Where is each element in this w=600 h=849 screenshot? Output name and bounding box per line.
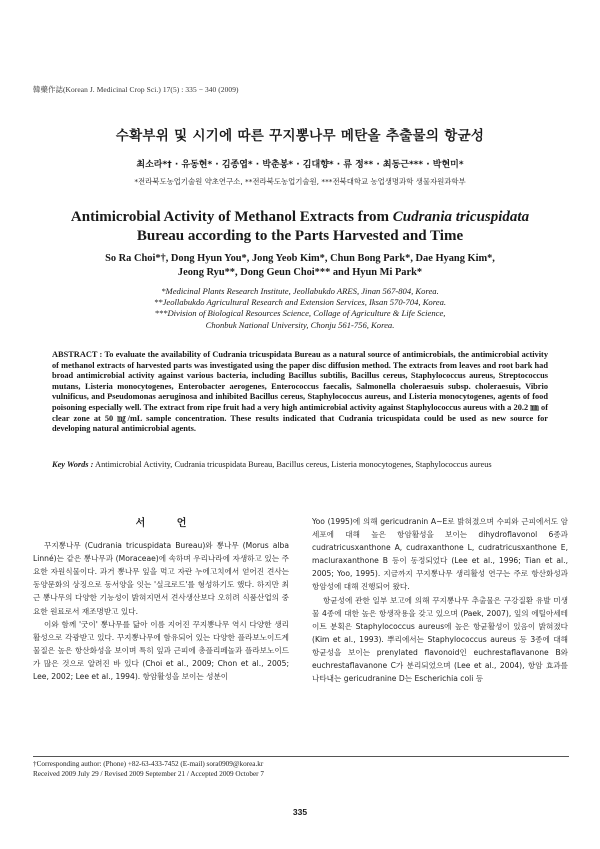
footnote [33, 760, 569, 779]
english-authors-line1: So Ra Choi*†, Dong Hyun You*, Jong Yeob Kim*, Chun Bong Park*, Dae Hyang Kim*, [105, 253, 495, 264]
english-affiliations [30, 286, 570, 331]
body-column-left [33, 515, 289, 683]
paragraph: 항균성에 관한 일부 보고에 의해 꾸지뽕나무 추출물은 구강질환 유발 미생물 4종에 대한 높은 항생작용을 갖고 있으며 (Paek, 2007), 잎의 에틸아세테이트 분획은 Staphylococcus aureus에 높은 항균활성이 있음이 밝혀졌다 (Kim et al., 1993). 뿌리에서는 Staphylococcus aureus 등 3종에 대해 항균성을 보이는 prenylated flavonoid인 euchrestaflavanone B와 euchrestaflavanone C가 분리되었으며 (Lee et al., 2004), 항암 효과를 나타내는 gericudranine D는 Escherichia coli 등 [312, 595, 568, 684]
section-heading-introduction: 서 언 [135, 518, 201, 529]
english-title-line1-pre: Antimicrobial Activity of Methanol Extracts from [70, 209, 393, 225]
english-title-line2: Bureau according to the Parts Harvested and Time [136, 228, 464, 244]
english-affiliation-line: ***Division of Biological Resources Science, Collage of Agriculture & Life Science, [154, 308, 446, 319]
english-title [30, 208, 570, 246]
english-authors-line2: Jeong Ryu**, Dong Geun Choi*** and Hyun Mi Park* [177, 267, 423, 278]
keywords-label: Key Words : [52, 460, 94, 469]
footnote-divider [33, 756, 569, 757]
body-column-right [312, 515, 568, 685]
english-title-species: Cudrania tricuspidata [392, 209, 530, 225]
korean-title: 수확부위 및 시기에 따른 꾸지뽕나무 메탄올 추출물의 항균성 [115, 128, 485, 144]
english-affiliation-line: *Medicinal Plants Research Institute, Jeollabukdo ARES, Jinan 567-804, Korea. [161, 286, 439, 296]
journal-header: 韓藥作誌(Korean J. Medicinal Crop Sci.) 17(5) : 335 − 340 (2009) [33, 85, 239, 94]
keywords [52, 460, 548, 471]
english-authors [30, 252, 570, 280]
paragraph: 꾸지뽕나무 (Cudrania tricuspidata Bureau)와 뽕나무 (Morus alba Linné)는 같은 뽕나무과 (Moraceae)에 속하며 우리나라에 자생하고 있는 주요한 자원식물이다. 과거 뽕나무 잎을 먹고 자란 누에고치에서 얻어진 견사는 동양문화의 상징으로 동서양을 잇는 '실크로드'를 형성하기도 했다. 하지만 최근 뽕나무의 다양한 기능성이 밝혀지면서 견사생산보다 오히려 식품산업의 중요한 원료로서 재조명받고 있다. [33, 541, 289, 616]
paragraph: Yoo (1995)에 의해 gericudranin A~E로 밝혀졌으며 수피와 근피에서도 암세포에 대해 높은 항암활성을 보이는 dihydroflavonol 6종과 cudratricusxanthone A, cudraxanthone L, cudratricusxanthone E, macluraxanthone B 등이 동정되었다 (Lee et al., 1996; Tian et al., 2005; Yoo, 1995). 지금까지 꾸지뽕나무 생리활성 연구는 주로 항산화성과 항암성에 대해 진행되어 왔다. [312, 517, 568, 592]
english-affiliation-line: **Jeollabukdo Agricultural Research and Extension Services, Iksan 570-704, Korea. [153, 297, 447, 308]
abstract-label: ABSTRACT : [52, 350, 103, 359]
english-affiliation-line: Chonbuk National University, Chonju 561-756, Korea. [205, 319, 395, 330]
corresponding-author-note: †Corresponding author: (Phone) +82-63-433-7452 (E-mail) sora0909@korea.kr [33, 760, 264, 768]
received-dates-note: Received 2009 July 29 / Revised 2009 September 21 / Accepted 2009 October 7 [33, 769, 264, 778]
abstract-text: To evaluate the availability of Cudrania tricuspidata Bureau as a natural source of antimicrobials, the antimicrobial activity of methanol extracts of harvested parts was investigated using the paper disc diffusion method. The extracts from leaves and root bark had broad antimicrobial activity against various bacteria, including Bacillus subtilis, Bacillus cereus, Staphylococcus aureus, Streptococcus mutans, Listeria monocytogenes, Enterobacter aerogenes, Enterococcus faecalis, Salmonella choleraesuis subsp. choleraesuis, Vibrio vulnificus, and Pseudomonas aeruginosa and inhibited Bacillus cereus, Staphylococcus aureus, and Listeria monocytogenes, agents of food poisoning especially well. The extract from ripe fruit had a very high antimicrobial activity against Staphylococcus aureus with a 20.2 ㎜ of clear zone at 50 ㎎/mL sample concentration. These results indicated that Cudrania tricuspidata could be used as new source for developing natural antimicrobial agents. [52, 350, 548, 434]
page-number: 335 [292, 807, 308, 817]
keywords-text: Antimicrobial Activity, Cudrania tricuspidata Bureau, Bacillus cereus, Listeria monocytogenes, Staphylococcus aureus [93, 460, 492, 469]
paragraph: 이와 함께 '굿이' 뽕나무를 닮아 이름 지어진 꾸지뽕나무 역시 다양한 생리활성으로 각광받고 있다. 꾸지뽕나무에 함유되어 있는 다양한 플라보노이드계 물질은 높은 항산화성을 보이며 특히 잎과 근피에 총플리페놀과 플라보노이드가 많은 것으로 알려진 바 있다 (Choi et al., 2009; Chon et al., 2005; Lee, 2002; Lee et al., 1994). 항암활성을 보이는 성분이 [33, 619, 289, 682]
abstract [52, 350, 548, 435]
korean-affiliations: *전라북도농업기술원 약초연구소, **전라북도농업기술원, ***전북대학교 농업생명과학 생물자원과학부 [134, 177, 466, 186]
korean-authors: 최소라*† · 유동현* · 김종엽* · 박춘봉* · 김대향* · 류 정** · 최동근*** · 박현미* [136, 160, 464, 170]
